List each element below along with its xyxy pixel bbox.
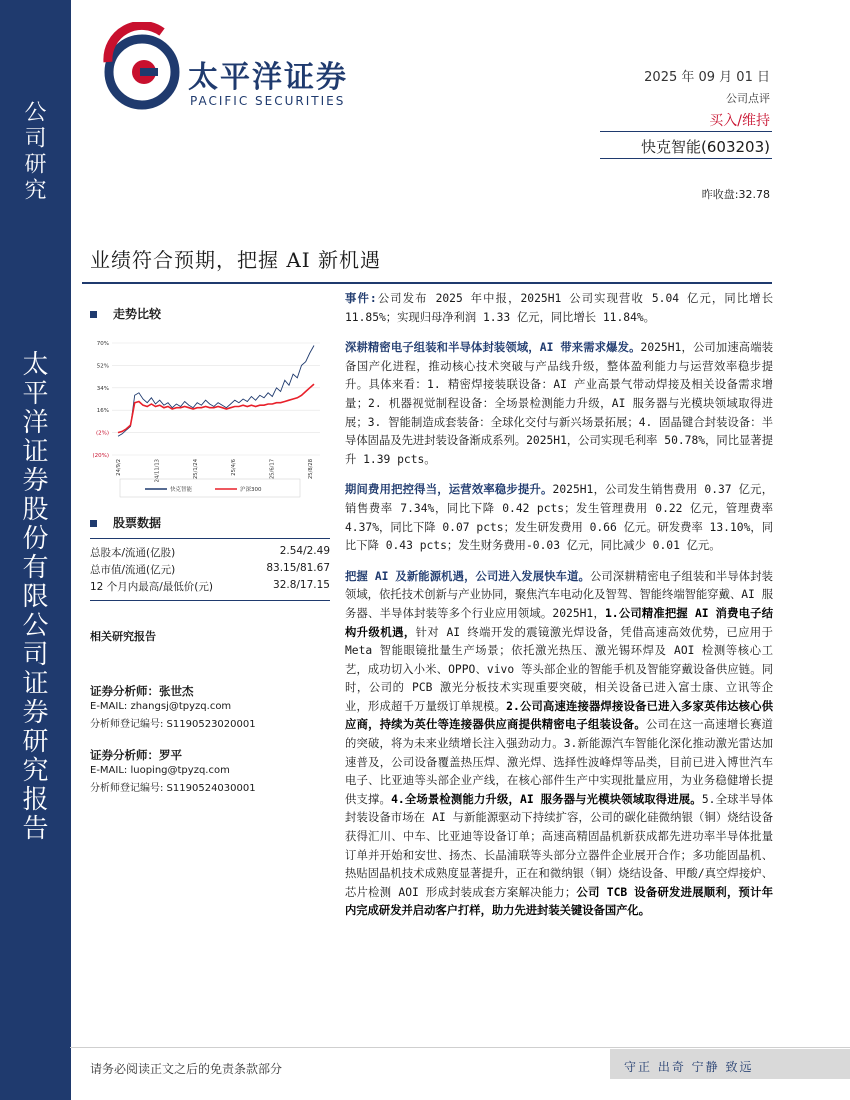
close-price: 昨收盘:32.78 <box>701 188 770 201</box>
paragraph-text: 2025H1，公司发生销售费用 0.37 亿元，销售费率 7.34%，同比下降 0.42 pcts；发生管理费用 0.22 亿元，管理费率 4.37%，同比下降 0.07 pcts；发生研发费用 0.66 亿元。研发费率 13.10%，同比下降 0.43 pcts；发生财务费用-0.03 亿元，同比减少 0.01 亿元。 <box>345 483 773 553</box>
series-line-1 <box>118 384 314 433</box>
sidebar-top-label: 公司研究 <box>21 100 46 204</box>
footer-disclaimer: 请务必阅读正文之后的免责条款部分 <box>90 1062 283 1076</box>
legend-label: 快克智能 <box>170 487 193 493</box>
logo-name-cn: 太平洋证券 <box>188 60 348 95</box>
paragraph-text: 公司发布 2025 年中报，2025H1 公司实现营收 5.04 亿元，同比增长 11.85%；实现归母净利润 1.33 亿元，同比增长 11.84%。 <box>345 292 773 324</box>
paragraph-text: 公司深耕精密电子组装和半导体封装领域，依托技术创新与产业协同，聚焦汽车电动化及智驾、智能终端智能穿戴、AI 服务器、半导体封装等多个行业应用领域。2025H1， <box>345 569 773 620</box>
paragraph-event <box>345 290 773 327</box>
trend-chart <box>90 333 330 503</box>
y-tick-label: (2%) <box>95 430 109 437</box>
x-tick-label: 25/1/24 <box>192 459 199 479</box>
paragraph-emphasis: 4.全场景检测能力升级，AI 服务器与光模块领域取得进展。 <box>391 792 702 806</box>
series-line-0 <box>118 346 314 437</box>
square-bullet-icon <box>90 311 97 318</box>
table-cell-label: 总股本/流通(亿股) <box>90 547 176 559</box>
analyst-reg: 分析师登记编号: S1190523020001 <box>90 719 256 730</box>
rating: 买入/维持 <box>709 113 770 129</box>
paragraph-lead: 期间费用把控得当，运营效率稳步提升。 <box>345 483 553 497</box>
stock-data-table <box>90 544 330 595</box>
table-cell-value: 32.8/17.15 <box>273 579 330 591</box>
paragraph-lead: 深耕精密电子组装和半导体封装领域，AI 带来需求爆发。 <box>345 341 641 355</box>
y-tick-label: (20%) <box>92 453 109 459</box>
paragraph-text: 5.全球半导体封装设备市场在 AI 与新能源驱动下持续扩容，公司的碳化硅微纳银（铜）烧结设备获得汇川、中车、比亚迪等设备订单；高速高精固晶机新获成都先进功率半导体批量订单并开始和安世、扬杰、长晶浦联等头部分立器件企业展开合作；多功能固晶机、热贴固晶机技术成熟度显著提升，正在和微纳银（铜）烧结设备、甲酸/真空焊接炉、芯片检测 AOI 形成封装成套方案解决能力； <box>345 792 773 899</box>
analyst-email[interactable]: E-MAIL: zhangsj@tpyzq.com <box>90 701 232 712</box>
paragraph-text: 公司在这一高速增长赛道的突破，将为未来业绩增长注入强劲动力。3.新能源汽车智能化深化推动激光雷达加速普及，公司设备覆盖热压焊、激光焊、选择性波峰焊等品类，目前已进入博世汽车电子、比亚迪等头部企业产线，在核心部件生产中实现批量应用，为业务稳健增长提供支撑。 <box>345 718 773 806</box>
paragraph-emphasis: 公司 TCB 设备研发进展顺利，预计年内完成研发并启动客户打样，助力先进封装关键设备国产化。 <box>345 885 773 918</box>
table-rule-top <box>90 538 330 539</box>
x-tick-label: 24/9/2 <box>116 459 122 476</box>
table-cell-label: 总市值/流通(亿元) <box>90 564 176 576</box>
table-row <box>90 561 330 578</box>
report-body <box>345 290 773 933</box>
report-type: 公司点评 <box>726 92 770 105</box>
table-cell-value: 2.54/2.49 <box>279 545 330 557</box>
paragraph-demand <box>345 339 773 469</box>
footer-motto: 守正 出奇 宁静 致远 <box>624 1060 754 1074</box>
analyst-name: 证券分析师：罗平 <box>90 748 182 762</box>
table-cell-label: 12 个月内最高/最低价(元) <box>90 581 213 593</box>
sidebar-bottom-label: 太平洋证券股份有限公司证券研究报告 <box>18 350 48 843</box>
paragraph-lead: 把握 AI 及新能源机遇，公司进入发展快车道。 <box>345 569 590 583</box>
paragraph-expenses <box>345 481 773 555</box>
footer-rule <box>70 1047 850 1048</box>
analyst-email[interactable]: E-MAIL: luoping@tpyzq.com <box>90 765 230 776</box>
paragraph-text: 针对 AI 终端开发的震镜激光焊设备，凭借高速高效优势，已应用于 Meta 智能眼镜批量生产场景；依托激光热压、激光锡环焊及 AOI 检测等核心工艺，成功切入小米、OPPO、vivo 等头部企业的智能手机及智能穿戴设备供应链。同时，公司的 PCB 激光分板技术实现重要突破，相关设备已进入富士康、立讯等企业，形成超千万量级订单规模。 <box>345 625 773 713</box>
square-bullet-icon <box>90 520 97 527</box>
paragraph-emphasis: 2.公司高速连接器焊接设备已进入多家英伟达核心供应商，持续为英仕等连接器供应商提供精密电子组装设备。 <box>345 699 773 732</box>
stock-data-heading-text: 股票数据 <box>113 516 162 530</box>
y-tick-label: 16% <box>96 408 109 415</box>
title-rule <box>82 282 772 284</box>
x-tick-label: 25/8/28 <box>308 459 314 479</box>
legend-box <box>120 479 300 497</box>
table-row <box>90 578 330 595</box>
paragraph-emphasis: 1.公司精准把握 AI 消费电子结构升级机遇， <box>345 606 774 639</box>
company-logo-icon <box>100 22 180 112</box>
paragraph-text: 2025H1，公司加速高端装备国产化进程，推动核心技术突破与产品线升级，整体盈利能力与运营效率稳步提升。具体来看：1. 精密焊接装联设备：AI 产业高景气带动焊接及相关设备需求增量；2. 机器视觉制程设备：全场景检测能力升级，AI 服务器与光模块领域取得进展；3. 智能制造成套装备：全球化交付与新兴场景拓展；4. 固晶键合封装设备：半导体固晶及先进封装设备渐成系列。2025H1，公司实现毛利率 50.78%，同比显著提升 1.39 pcts。 <box>345 341 773 466</box>
table-row <box>90 544 330 561</box>
stock-data-heading <box>90 514 161 531</box>
company-name: 快克智能(603203) <box>641 138 770 156</box>
trend-heading <box>90 305 161 322</box>
trend-heading-text: 走势比较 <box>113 307 162 321</box>
legend-label: 沪深300 <box>240 487 262 493</box>
table-rule-bottom <box>90 600 330 601</box>
paragraph-lead: 事件: <box>345 292 377 305</box>
y-tick-label: 70% <box>96 341 109 347</box>
related-reports-heading: 相关研究报告 <box>90 630 156 643</box>
x-tick-label: 25/6/17 <box>269 459 276 479</box>
y-tick-label: 52% <box>96 363 109 370</box>
header-rule <box>600 131 772 132</box>
x-tick-label: 24/11/13 <box>154 459 161 483</box>
page-title: 业绩符合预期，把握 AI 新机遇 <box>90 248 382 272</box>
logo-name-en: PACIFIC SECURITIES <box>190 94 346 108</box>
analyst-name: 证券分析师：张世杰 <box>90 684 194 698</box>
y-tick-label: 34% <box>96 385 109 392</box>
report-date: 2025 年 09 月 01 日 <box>644 70 770 85</box>
paragraph-opportunity <box>345 568 773 921</box>
header-rule-2 <box>600 158 772 159</box>
table-cell-value: 83.15/81.67 <box>266 562 330 574</box>
analyst-reg: 分析师登记编号: S1190524030001 <box>90 783 256 794</box>
x-tick-label: 25/4/6 <box>231 459 238 476</box>
